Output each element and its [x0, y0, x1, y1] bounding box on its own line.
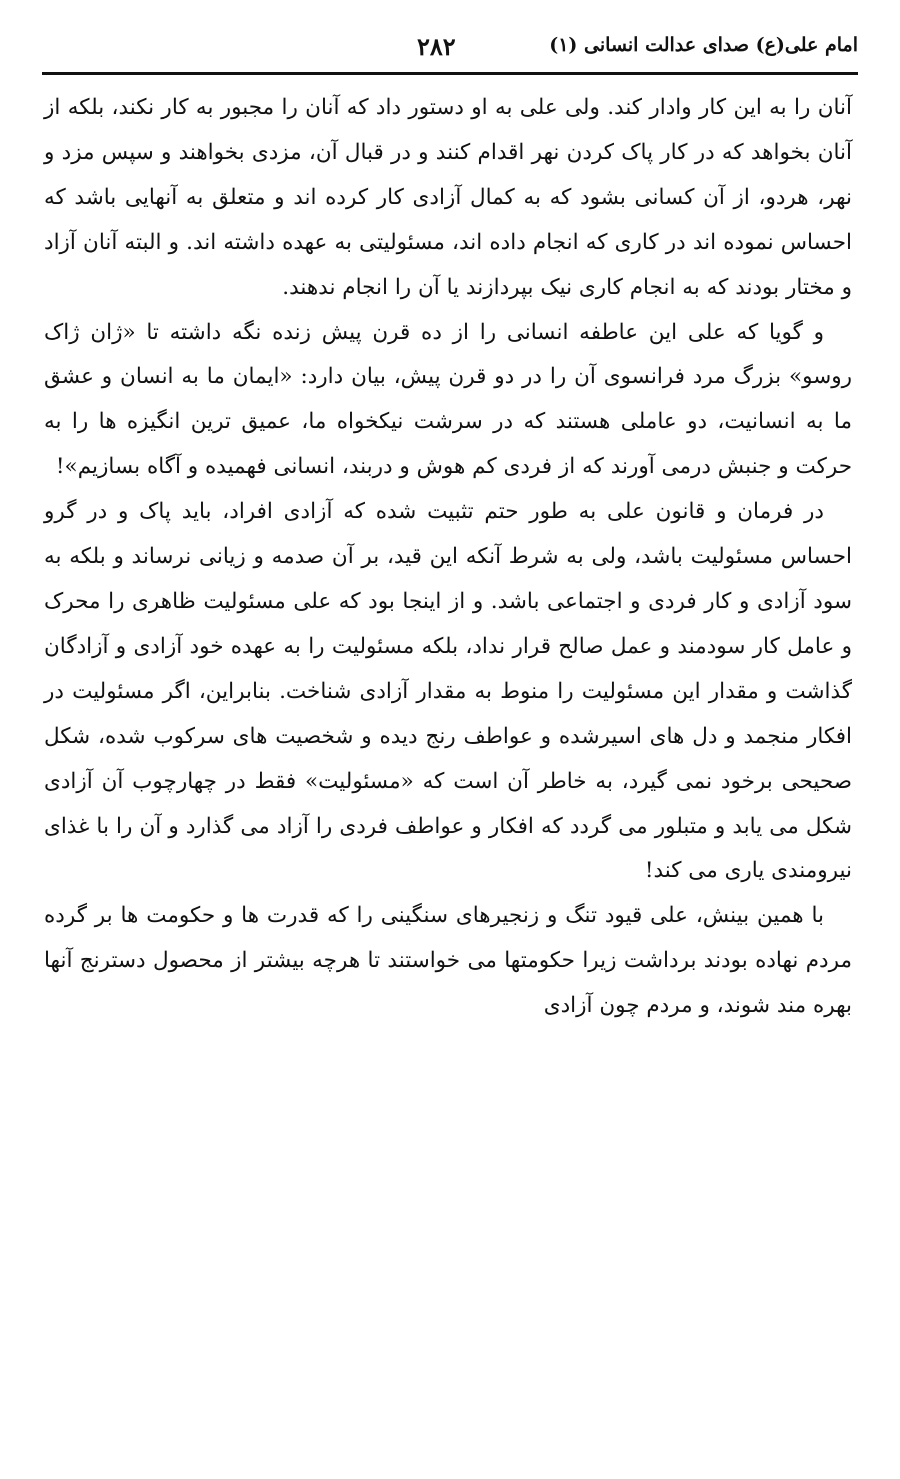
page-header — [42, 34, 858, 68]
paragraph-1: آنان را به این کار وادار کند. ولی علی به او دستور داد که آنان را مجبور به کار نکند، بلکه از آنان بخواهد که در کار پاک کردن نهر اقدام کنند و در قبال آن، مزدی بخواهند و سپس مزد و نهر، هردو، از آن کسانی بشود که به کمال آزادی کار کرده اند و متعلق به آنهایی باشد که احساس نموده اند در کاری که انجام داده اند، مسئولیتی به عهده داشته اند. و البته آنان آزاد و مختار بودند که به انجام کاری نیک بپردازند یا آن را انجام ندهند. — [44, 95, 852, 300]
body-text — [44, 86, 852, 1029]
paragraph-4: با همین بینش، علی قیود تنگ و زنجیرهای سنگینی را که قدرت ها و حکومت ها بر گرده مردم نهاده بودند برداشت زیرا حکومتها می خواستند تا هرچه بیشتر از محصول دسترنج آنها بهره مند شوند، و مردم چون آزادی — [44, 903, 852, 1019]
paragraph-2: و گویا که علی این عاطفه انسانی را از ده قرن پیش زنده نگه داشته تا «ژان ژاک روسو» بزرگ مرد فرانسوی آن را در دو قرن پیش، بیان دارد: «ایمان ما به انسان و عشق ما به انسانیت، دو عاملی هستند که در سرشت نیکخواه ما، عمیق ترین انگیزه ها را به حرکت و جنبش درمی آورند که از فردی کم هوش و دربند، انسانی فهمیده و آگاه بسازیم»! — [44, 319, 852, 480]
paragraph-3: در فرمان و قانون علی به طور حتم تثبیت شده که آزادی افراد، باید پاک و در گرو احساس مسئولیت باشد، ولی به شرط آنکه این قید، بر آن صدمه و زیانی نرساند و بلکه به سود آزادی و کار فردی و اجتماعی باشد. و از اینجا بود که علی مسئولیت ظاهری را محرک و عامل کار سودمند و عمل صالح قرار نداد، بلکه مسئولیت را به عهده خود آزادی و آزادگان گذاشت و مقدار این مسئولیت را منوط به مقدار آزادی شناخت. بنابراین، اگر مسئولیت در افکار منجمد و دل های اسیرشده و عواطف رنج دیده و شخصیت های سرکوب شده، شکل صحیحی برخود نمی گیرد، به خاطر آن است که «مسئولیت» فقط در چهارچوب آن آزادی شکل می یابد و متبلور می گردد که افکار و عواطف فردی را آزاد می گذارد و آن را با غذای نیرومندی یاری می کند! — [44, 499, 852, 884]
page-number: ۲۸۲ — [417, 32, 456, 61]
header-title: امام علی(ع) صدای عدالت انسانی (۱) — [549, 34, 858, 56]
header-divider — [42, 72, 858, 75]
